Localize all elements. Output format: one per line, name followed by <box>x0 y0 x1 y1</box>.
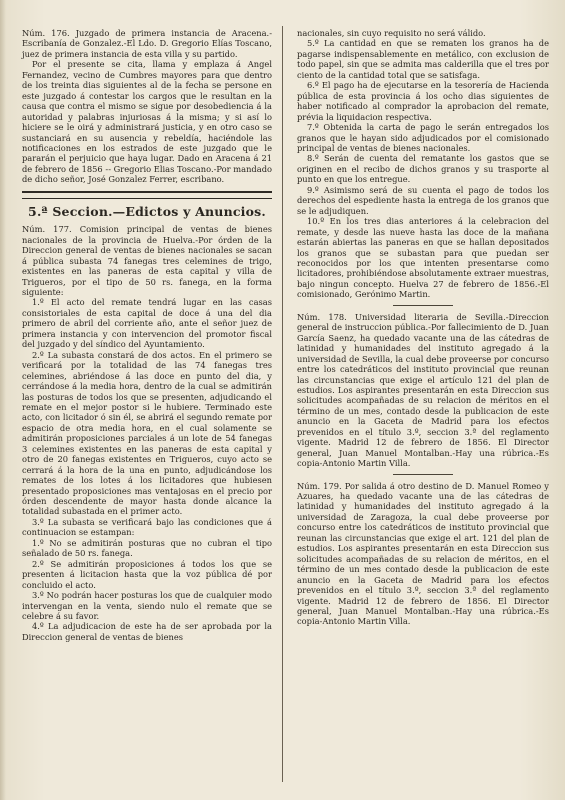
page-binding-shadow <box>0 0 6 800</box>
right-column <box>297 28 549 627</box>
notice-separator <box>393 474 453 475</box>
section-title: 5.ª Seccion.—Edictos y Anuncios. <box>28 203 266 219</box>
notice-177-condition-10: 10.º En los tres dias anteriores á la celebracion del remate, y desde las nueve hasta las doce de la mañana estarán abiertas las paneras en que se hallan depositados los granos que se subastan para que puedan ser reconocidos por los que intenten presentarse como licitadores, prohibiéndose absolutamente extraer muestras, bajo ningun concepto. Huelva 27 de febrero de 1856.-El comisionado, Gerónimo Martin. <box>297 216 549 300</box>
notice-separator <box>393 305 453 306</box>
notice-177-condition-4: 4.º La adjudicacion de este ha de ser aprobada por la Direccion general de ventas de bienes <box>22 621 272 642</box>
notice-177-condition-9: 9.º Asimismo será de su cuenta el pago de todos los derechos del espediente hasta la entrega de los granos que se le adjudiquen. <box>297 184 549 216</box>
notice-177-heading: Núm. 177. Comision principal de ventas de bienes nacionales de la provincia de Huelva.-Por órden de la Direccion general de ventas de bienes nacionales se sacan á pública subasta 74 fanegas tres celemines de trigo, existentes en las paneras de esta capital y villa de Trigueros, por el tipo de 50 rs. fanega, en la forma siguiente: <box>22 224 272 297</box>
notice-177-item-3: 3.º La subasta se verificará bajo las condiciones que á continuacion se estampan: <box>22 516 272 538</box>
notice-177-item-1: 1.º El acto del remate tendrá lugar en las casas consistoriales de esta capital de doce á una del dia primero de abril del corriente año, ante el señor juez de primera instancia y con intervencion del promotor fiscal del juzgado y del síndico del Ayuntamiento. <box>22 297 272 350</box>
left-column <box>22 28 272 642</box>
notice-177-condition-7: 7.º Obtenida la carta de pago le serán entregados los granos que le hayan sido adjudicados por el comisionado principal de ventas de bienes nacionales. <box>297 122 549 153</box>
notice-177-condition-5: 5.º La cantidad en que se rematen los granos ha de pagarse indispensablemente en metálico, con exclusion de todo papel, sin que se admita mas calderilla que el tres por ciento de la cantidad total que se satisfaga. <box>297 38 549 80</box>
notice-177-condition-2: 2.º Se admitirán proposiciones á todos los que se presenten á licitacion hasta que la voz pública dé por concluido el acto. <box>22 558 272 590</box>
notice-176-body: Por el presente se cita, llama y emplaza á Angel Fernandez, vecino de Cumbres mayores para que dentro de los treinta dias siguientes al de la fecha se persone en este juzgado á contestar los cargos que le resultan en la causa que contra el mismo se sigue por desobediencia á la autoridad y palabras injuriosas á la misma; y si así lo hiciere se le oirá y administrará justicia, y en otro caso se sustanciará en su ausencia y rebeldía, haciéndole las notificaciones en los estrados de este juzgado que le pararán el perjuicio que haya lugar. Dado en Aracena á 21 de febrero de 1856 -- Gregorio Elias Toscano.-Por mandado de dicho señor, José Gonzalez Ferrer, escribano. <box>22 59 272 185</box>
notice-179: Núm. 179. Por salida á otro destino de D. Manuel Romeo y Azuares, ha quedado vacante una de las cátedras de latinidad y humanidades del instituto agregado á la universidad de Zaragoza, la cual debe proveerse por concurso entre los catedráticos de instituto provincial que reunan las circunstancias que exige el art. 121 del plan de estudios. Los aspirantes presentarán en esta Direccion sus solicitudes acompañadas de su relacion de méritos, en el término de un mes contado desde la publicacion de este anuncio en la Gaceta de Madrid para los efectos prevenidos en el título 3.º, seccion 3.ª del reglamento vigente. Madrid 12 de febrero de 1856. El Director general, Juan Manuel Montalban.-Hay una rúbrica.-Es copia-Antonio Martin Villa. <box>297 480 549 627</box>
column-divider <box>282 26 283 782</box>
section-divider <box>22 191 272 199</box>
notice-177-condition-1: 1.º No se admitirán posturas que no cubran el tipo señalado de 50 rs. fanega. <box>22 537 272 559</box>
notice-177-item-2: 2.º La subasta constará de dos actos. En el primero se verificará por la totalidad de las 74 fanegas tres celemines, abriéndose á las doce en punto del dia, y cerrándose á la media hora, dentro de la cual se admitirán las posturas de todos los que se presenten, adjudicando el remate en el mejor postor si le hubiere. Terminado este acto, con licitador ó sin él, se abrirá el segundo remate por espacio de otra media hora, en el cual solamente se admitirán proposiciones parciales á un lote de 54 fanegas 3 celemines existentes en las paneras de esta capital y otro de 20 fanegas existentes en Trigueros, cuyo acto se cerrará á la hora de la una en punto, adjudicándose los remates de los lotes á los licitadores que hubiesen presentado proposiciones mas ventajosas en el precio por órden descendente de mayor hasta donde alcance la totalidad subastada en el primer acto. <box>22 349 272 517</box>
notice-177-condition-6: 6.º El pago ha de ejecutarse en la tesorería de Hacienda pública de esta provincia á los ocho dias siguientes de haber notificado al comprador la aprobacion del remate, prévia la liquidacion respectiva. <box>297 80 549 122</box>
notice-176-heading: Núm. 176. Juzgado de primera instancia de Aracena.-Escribanía de Gonzalez.-El Ldo. D. Gregorio Elías Toscano, juez de primera instancia de esta villa y su partido. <box>22 28 272 59</box>
notice-177-condition-8: 8.º Serán de cuenta del rematante los gastos que se originen en el recibo de dichos granos y su trasporte al punto en que los entregue. <box>297 153 549 185</box>
notice-177-continuation: nacionales, sin cuyo requisito no será válido. <box>297 28 486 38</box>
notice-177-condition-3: 3.º No podrán hacer posturas los que de cualquier modo intervengan en la venta, siendo nulo el remate que se celebre á su favor. <box>22 590 272 622</box>
notice-178: Núm. 178. Universidad literaria de Sevilla.-Direccion general de instruccion pública.-Por fallecimiento de D. Juan García Saenz, ha quedado vacante una de las cátedras de latinidad y humanidades del instituto agregado á la universidad de Sevilla, la cual debe proveerse por concurso entre los catedráticos del instituto provincial que reunan las circunstancias que exige el artículo 121 del plan de estudios. Los aspirantes presentarán en esta Direccion sus solicitudes acompañadas de su relacion de méritos en el término de un mes, contado desde la publicacion de este anuncio en la Gaceta de Madrid para los efectos prevenidos en el título 3.º, seccion 3.ª del reglamento vigente. Madrid 12 de febrero de 1856. El Director general, Juan Manuel Montalban.-Hay una rúbrica.-Es copia-Antonio Martin Villa. <box>297 311 549 469</box>
